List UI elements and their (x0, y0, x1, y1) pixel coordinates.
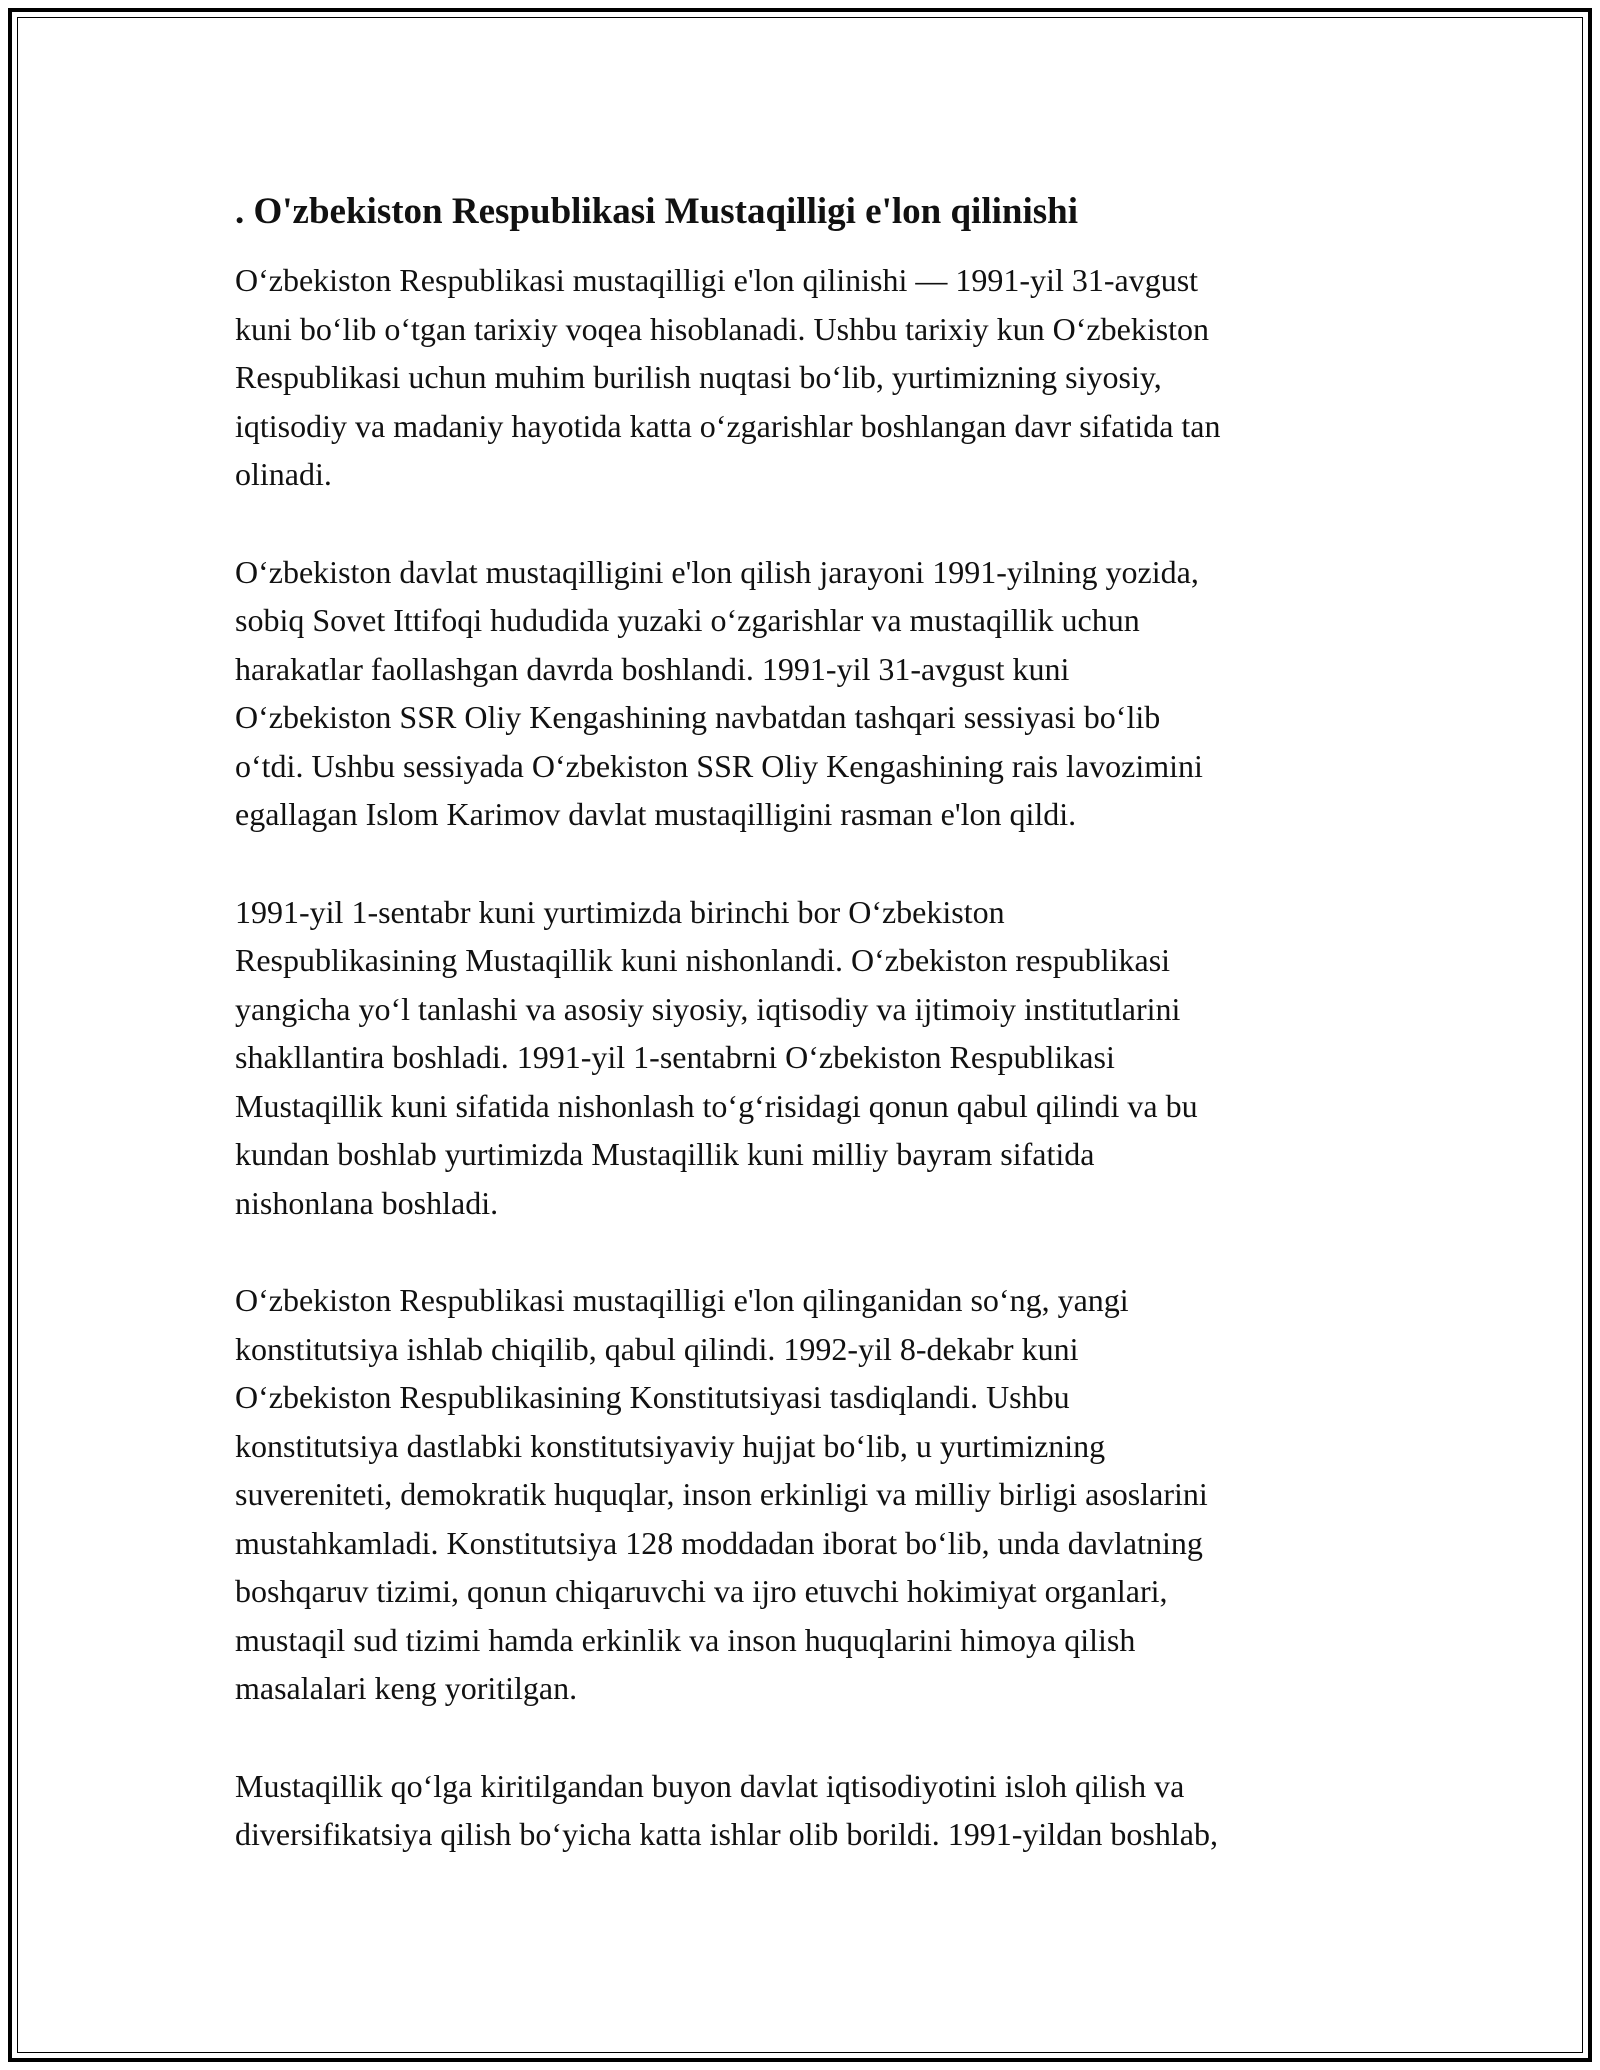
paragraph-line: konstitutsiya dastlabki konstitutsiyaviy hujjat bo‘lib, u yurtimizning (235, 1427, 1106, 1464)
paragraph-line: nishonlana boshladi. (235, 1184, 499, 1221)
paragraph-line: Mustaqillik kuni sifatida nishonlash to‘g‘risidagi qonun qabul qilindi va bu (235, 1087, 1198, 1124)
paragraph (235, 548, 1375, 839)
paragraph-line: boshqaruv tizimi, qonun chiqaruvchi va ijro etuvchi hokimiyat organlari, (235, 1573, 1168, 1609)
paragraph-line: O‘zbekiston Respublikasining Konstitutsiyasi tasdiqlandi. Ushbu (235, 1379, 1070, 1415)
paragraph-line: O‘zbekiston SSR Oliy Kengashining navbatdan tashqari sessiyasi bo‘lib (235, 699, 1161, 735)
paragraph-line: sobiq Sovet Ittifoqi hududida yuzaki o‘zgarishlar va mustaqillik uchun (235, 602, 1140, 638)
paragraph-line: yangicha yo‘l tanlashi va asosiy siyosiy, iqtisodiy va ijtimoiy institutlarini (235, 990, 1181, 1027)
paragraph-line: olinadi. (235, 456, 332, 492)
paragraph-line: Mustaqillik qo‘lga kiritilgandan buyon davlat iqtisodiyotini isloh qilish va (235, 1767, 1185, 1804)
paragraph-line: shakllantira boshladi. 1991-yil 1-sentabrni O‘zbekiston Respublikasi (235, 1039, 1115, 1075)
paragraph (235, 1762, 1375, 1859)
paragraph-line: konstitutsiya ishlab chiqilib, qabul qilindi. 1992-yil 8-dekabr kuni (235, 1330, 1079, 1367)
paragraph-line: harakatlar faollashgan davrda boshlandi. 1991-yil 31-avgust kuni (235, 650, 1070, 687)
paragraph-line: Respublikasining Mustaqillik kuni nishonlandi. O‘zbekiston respublikasi (235, 942, 1171, 978)
paragraph-line: mustaqil sud tizimi hamda erkinlik va inson huquqlarini himoya qilish (235, 1621, 1136, 1658)
paragraph-line: O‘zbekiston Respublikasi mustaqilligi e'lon qilinganidan so‘ng, yangi (235, 1282, 1129, 1318)
paragraph-line: egallagan Islom Karimov davlat mustaqilligini rasman e'lon qildi. (235, 796, 1077, 832)
paragraph-line: o‘tdi. Ushbu sessiyada O‘zbekiston SSR Oliy Kengashining rais lavozimini (235, 747, 1203, 784)
paragraph-line: O‘zbekiston davlat mustaqilligini e'lon qilish jarayoni 1991-yilning yozida, (235, 553, 1199, 590)
paragraph-line: Respublikasi uchun muhim burilish nuqtasi bo‘lib, yurtimizning siyosiy, (235, 359, 1162, 395)
paragraph (235, 1276, 1375, 1713)
paragraph-line: kundan boshlab yurtimizda Mustaqillik kuni milliy bayram sifatida (235, 1136, 1095, 1172)
paragraph-line: mustahkamladi. Konstitutsiya 128 moddadan iborat bo‘lib, unda davlatning (235, 1524, 1203, 1561)
paragraph-line: iqtisodiy va madaniy hayotida katta o‘zgarishlar boshlangan davr sifatida tan (235, 407, 1221, 444)
paragraph-line: O‘zbekiston Respublikasi mustaqilligi e'lon qilinishi — 1991-yil 31-avgust (235, 262, 1199, 298)
paragraph-line: kuni bo‘lib o‘tgan tarixiy voqea hisoblanadi. Ushbu tarixiy kun O‘zbekiston (235, 310, 1210, 347)
paragraph (235, 256, 1375, 499)
paragraph (235, 888, 1375, 1228)
paragraph-line: masalalari keng yoritilgan. (235, 1670, 578, 1706)
document-body (235, 186, 1375, 1908)
paragraph-container (235, 256, 1375, 1859)
paragraph-line: diversifikatsiya qilish bo‘yicha katta ishlar olib borildi. 1991-yildan boshlab, (235, 1816, 1218, 1852)
paragraph-line: 1991-yil 1-sentabr kuni yurtimizda birinchi bor O‘zbekiston (235, 893, 1005, 930)
document-title: . O'zbekiston Respublikasi Mustaqilligi e'lon qilinishi (235, 191, 1079, 232)
paragraph-line: suvereniteti, demokratik huquqlar, inson erkinligi va milliy birligi asoslarini (235, 1476, 1208, 1512)
